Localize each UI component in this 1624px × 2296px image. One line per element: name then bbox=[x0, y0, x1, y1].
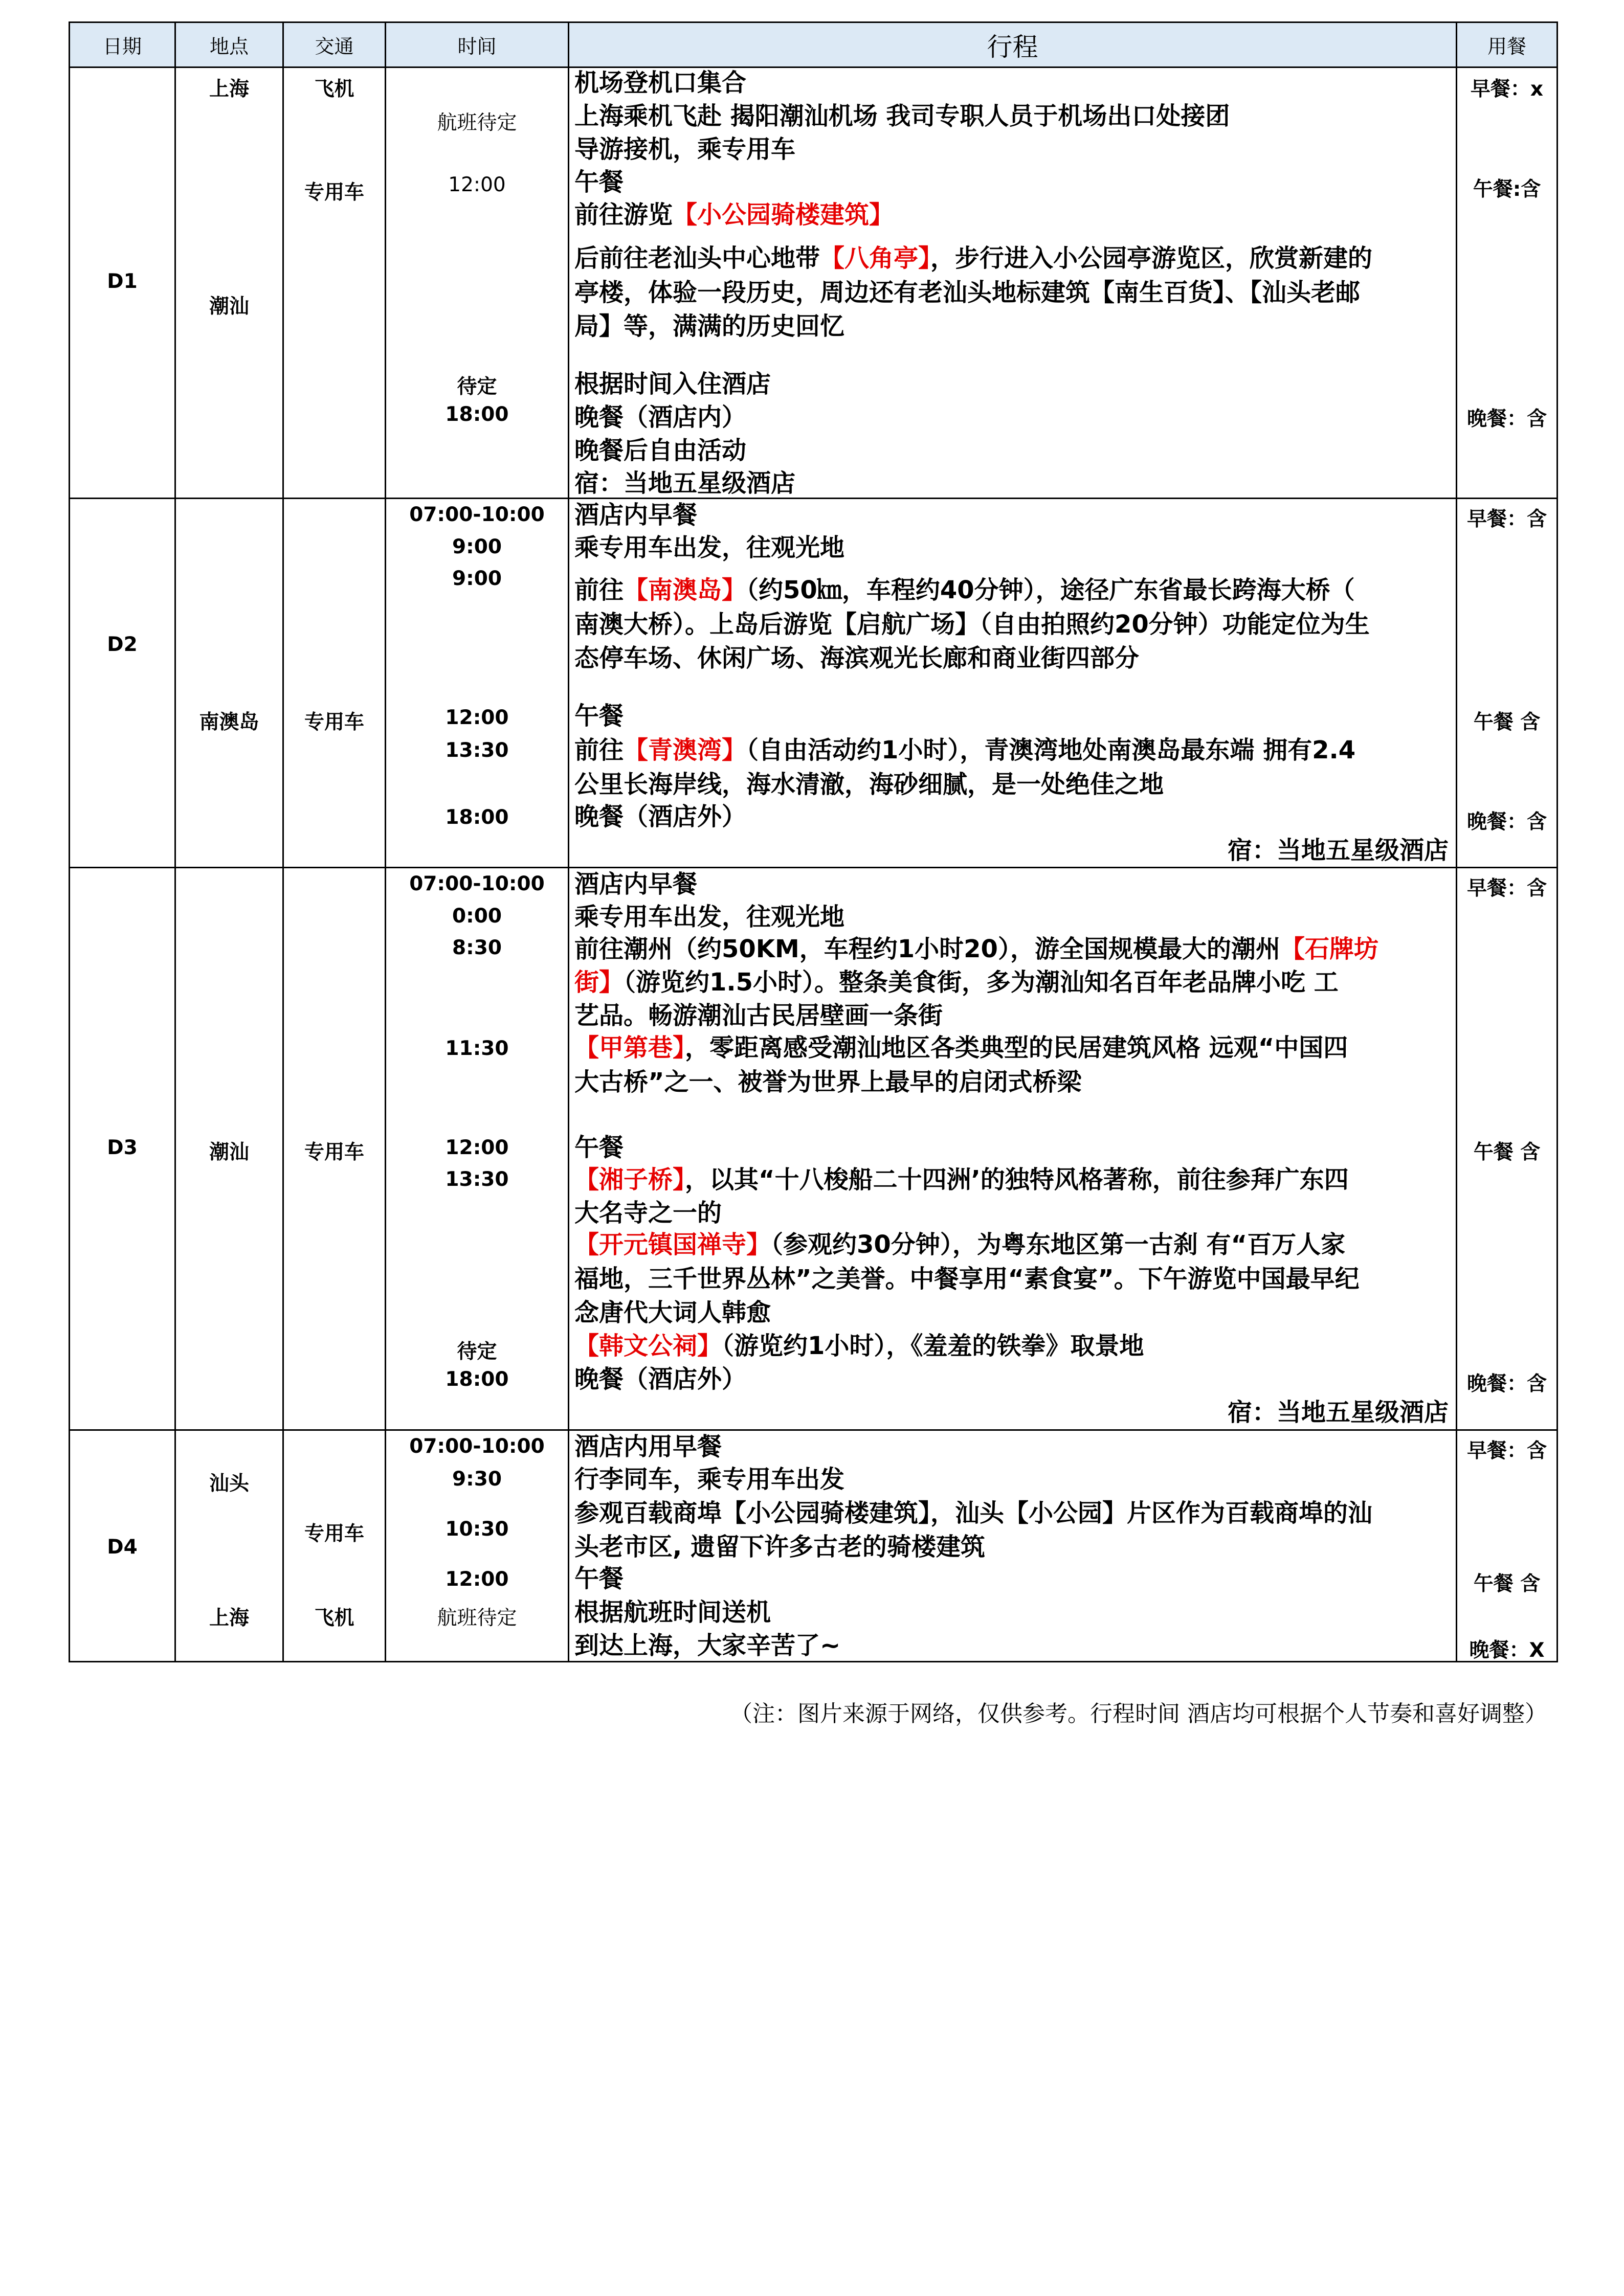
transport-label: 专用车 bbox=[304, 711, 364, 734]
time-label: 10:30 bbox=[445, 1518, 509, 1541]
attraction-highlight: 【甲第巷】 bbox=[574, 1033, 685, 1062]
transport-label: 专用车 bbox=[304, 1141, 364, 1164]
itinerary-cell bbox=[569, 868, 1457, 1430]
meal-breakfast: 早餐：含 bbox=[1466, 508, 1547, 531]
itinerary-line: 大名寺之一的 bbox=[574, 1199, 722, 1227]
meals-cell bbox=[1457, 1430, 1558, 1662]
attraction-highlight: 【青澳湾】 bbox=[624, 736, 747, 764]
time-label: 8:30 bbox=[452, 936, 502, 959]
itinerary-line: 根据时间入住酒店 bbox=[574, 370, 771, 398]
itinerary-line: 晚餐（酒店内） bbox=[574, 403, 747, 432]
time-label: 13:30 bbox=[445, 739, 509, 762]
line-text: 前往 bbox=[574, 576, 624, 604]
attraction-highlight: 【开元镇国禅寺】 bbox=[574, 1230, 771, 1259]
place-cell bbox=[175, 499, 283, 868]
itinerary-line bbox=[574, 241, 1453, 276]
time-label: 18:00 bbox=[445, 403, 509, 426]
time-label: 11:30 bbox=[445, 1037, 509, 1060]
attraction-highlight: 【八角亭】 bbox=[820, 244, 931, 273]
time-label: 12:00 bbox=[445, 706, 509, 729]
meals-cell bbox=[1457, 67, 1558, 499]
itinerary-line bbox=[574, 1329, 1453, 1363]
itinerary-line bbox=[574, 1228, 1453, 1262]
time-label: 12:00 bbox=[445, 1568, 509, 1591]
day-cell bbox=[70, 868, 175, 1430]
header-transport: 交通 bbox=[283, 22, 386, 67]
itinerary-line: 午餐 bbox=[574, 702, 624, 730]
itinerary-line bbox=[574, 1163, 1453, 1197]
itinerary-cell bbox=[569, 1430, 1457, 1662]
itinerary-line: 上海乘机飞赴 揭阳潮汕机场 我司专职人员于机场出口处接团 bbox=[574, 102, 1230, 130]
time-label: 07:00-10:00 bbox=[409, 1435, 545, 1458]
time-label: 12:00 bbox=[448, 173, 506, 196]
day-label: D2 bbox=[107, 633, 138, 656]
time-cell bbox=[386, 67, 569, 499]
itinerary-line bbox=[574, 573, 1453, 607]
meal-dinner: 晚餐：含 bbox=[1466, 1372, 1547, 1395]
attraction-highlight: 【韩文公祠】 bbox=[574, 1332, 722, 1360]
time-label: 18:00 bbox=[445, 1368, 509, 1391]
itinerary-cell bbox=[569, 499, 1457, 868]
time-label: 航班待定 bbox=[437, 111, 517, 134]
day-cell bbox=[70, 67, 175, 499]
place-cell bbox=[175, 67, 283, 499]
time-label: 07:00-10:00 bbox=[409, 503, 545, 526]
meal-lunch: 午餐 含 bbox=[1473, 711, 1541, 734]
time-cell bbox=[386, 499, 569, 868]
attraction-highlight: 【南澳岛】 bbox=[624, 576, 747, 604]
line-text: 前往潮州（约50KM，车程约1小时20），游全国规模最大的潮州 bbox=[574, 935, 1280, 963]
attraction-highlight: 【石牌坊 bbox=[1280, 935, 1378, 963]
footnote: （注：图片来源于网络，仅供参考。行程时间 酒店均可根据个人节奏和喜好调整） bbox=[730, 1701, 1547, 1727]
time-cell bbox=[386, 1430, 569, 1662]
time-label: 0:00 bbox=[452, 905, 502, 928]
transport-cell bbox=[283, 67, 386, 499]
place-label: 上海 bbox=[209, 1607, 249, 1630]
time-label: 待定 bbox=[457, 1340, 497, 1363]
place-label: 南澳岛 bbox=[199, 711, 259, 734]
transport-label: 专用车 bbox=[304, 181, 364, 204]
line-text: （自由活动约1小时），青澳湾地处南澳岛最东端 拥有2.4 bbox=[746, 736, 1356, 764]
place-label: 上海 bbox=[209, 78, 249, 101]
itinerary-line: 酒店内早餐 bbox=[574, 870, 698, 898]
time-label: 07:00-10:00 bbox=[409, 872, 545, 895]
meal-lunch: 午餐 含 bbox=[1473, 1141, 1541, 1164]
itinerary-cell bbox=[569, 67, 1457, 499]
time-cell bbox=[386, 868, 569, 1430]
meal-dinner: 晚餐：含 bbox=[1466, 811, 1547, 834]
itinerary-line: 午餐 bbox=[574, 1133, 624, 1162]
itinerary-line: 酒店内用早餐 bbox=[574, 1432, 722, 1461]
day-label: D3 bbox=[107, 1136, 138, 1159]
attraction-highlight: 街】 bbox=[574, 968, 624, 997]
time-label: 12:00 bbox=[445, 1136, 509, 1159]
time-label: 9:30 bbox=[452, 1468, 502, 1491]
time-label: 18:00 bbox=[445, 806, 509, 829]
place-cell bbox=[175, 1430, 283, 1662]
transport-cell bbox=[283, 1430, 386, 1662]
itinerary-line: 到达上海，大家辛苦了~ bbox=[574, 1631, 841, 1660]
meal-lunch: 午餐:含 bbox=[1473, 178, 1541, 201]
itinerary-line: 头老市区, 遗留下许多古老的骑楼建筑 bbox=[574, 1533, 985, 1561]
itinerary-line: 机场登机口集合 bbox=[574, 69, 747, 97]
itinerary-line: 根据航班时间送机 bbox=[574, 1598, 771, 1627]
header-itinerary: 行程 bbox=[569, 22, 1457, 67]
itinerary-line: 午餐 bbox=[574, 1564, 624, 1593]
itinerary-line: 态停车场、休闲广场、海滨观光长廊和商业街四部分 bbox=[574, 644, 1140, 672]
itinerary-line bbox=[574, 733, 1453, 768]
itinerary-line: 公里长海岸线，海水清澈，海砂细腻，是一处绝佳之地 bbox=[574, 770, 1164, 799]
transport-cell bbox=[283, 868, 386, 1430]
line-text: 前往游览 bbox=[574, 200, 673, 229]
transport-label: 飞机 bbox=[314, 78, 354, 101]
itinerary-line: 乘专用车出发，往观光地 bbox=[574, 903, 845, 931]
line-text: （参观约30分钟），为粤东地区第一古刹 有“百万人家 bbox=[771, 1230, 1346, 1259]
meals-cell bbox=[1457, 868, 1558, 1430]
itinerary-line: 午餐 bbox=[574, 168, 624, 196]
itinerary-line: 宿：当地五星级酒店 bbox=[1227, 836, 1449, 865]
itinerary-line: 亭楼，体验一段历史，周边还有老汕头地标建筑【南生百货】、【汕头老邮 bbox=[574, 278, 1361, 307]
meals-cell bbox=[1457, 499, 1558, 868]
itinerary-table bbox=[69, 21, 1558, 1662]
meal-lunch: 午餐 含 bbox=[1473, 1572, 1541, 1595]
place-label: 潮汕 bbox=[209, 295, 249, 318]
itinerary-line bbox=[574, 198, 1453, 232]
itinerary-line: 福地，三千世界丛林”之美誉。中餐享用“素食宴”。下午游览中国最早纪 bbox=[574, 1265, 1360, 1293]
itinerary-line: 乘专用车出发，往观光地 bbox=[574, 533, 845, 562]
itinerary-line: 晚餐（酒店外） bbox=[574, 802, 747, 831]
meal-dinner: 晚餐：含 bbox=[1466, 408, 1547, 431]
itinerary-line bbox=[574, 932, 1453, 966]
itinerary-line: 晚餐（酒店外） bbox=[574, 1365, 747, 1393]
line-text: 后前往老汕头中心地带 bbox=[574, 244, 820, 273]
header-place: 地点 bbox=[175, 22, 283, 67]
day-row-d3 bbox=[70, 868, 1558, 1430]
attraction-highlight: 【小公园骑楼建筑】 bbox=[673, 200, 894, 229]
itinerary-line: 晚餐后自由活动 bbox=[574, 436, 747, 465]
line-text: （游览约1.5小时）。整条美食街，多为潮汕知名百年老品牌小吃 工 bbox=[624, 968, 1339, 997]
header-time: 时间 bbox=[386, 22, 569, 67]
itinerary-line: 大古桥”之一、被誉为世界上最早的启闭式桥梁 bbox=[574, 1068, 1082, 1096]
place-label: 汕头 bbox=[209, 1472, 249, 1495]
itinerary-line: 艺品。畅游潮汕古民居壁画一条街 bbox=[574, 1001, 943, 1030]
itinerary-line bbox=[574, 1031, 1453, 1065]
itinerary-line: 参观百载商埠【小公园骑楼建筑】，汕头【小公园】片区作为百载商埠的汕 bbox=[574, 1499, 1373, 1527]
day-cell bbox=[70, 499, 175, 868]
itinerary-line: 局】等，满满的历史回忆 bbox=[574, 312, 845, 341]
time-label: 13:30 bbox=[445, 1168, 509, 1191]
header-date: 日期 bbox=[70, 22, 175, 67]
meal-dinner: 晚餐：X bbox=[1469, 1639, 1545, 1662]
transport-label: 专用车 bbox=[304, 1522, 364, 1545]
time-label: 待定 bbox=[457, 375, 497, 398]
time-label: 9:00 bbox=[452, 567, 502, 590]
attraction-highlight: 【湘子桥】 bbox=[574, 1165, 685, 1194]
place-label: 潮汕 bbox=[209, 1141, 249, 1164]
day-row-d2 bbox=[70, 499, 1558, 868]
itinerary-line: 宿：当地五星级酒店 bbox=[1227, 1398, 1449, 1427]
line-text: ，以其“十八梭船二十四洲’的独特风格著称，前往参拜广东四 bbox=[685, 1165, 1349, 1194]
line-text: （约50㎞，车程约40分钟），途径广东省最长跨海大桥（ bbox=[746, 576, 1355, 604]
day-row-d4 bbox=[70, 1430, 1558, 1662]
line-text: ，零距离感受潮汕地区各类典型的民居建筑风格 远观“中国四 bbox=[685, 1033, 1348, 1062]
meal-breakfast: 早餐：含 bbox=[1466, 877, 1547, 900]
time-label: 9:00 bbox=[452, 535, 502, 558]
itinerary-line: 宿：当地五星级酒店 bbox=[574, 469, 796, 498]
place-cell bbox=[175, 868, 283, 1430]
meal-breakfast: 早餐：含 bbox=[1466, 1439, 1547, 1462]
transport-cell bbox=[283, 499, 386, 868]
line-text: ，步行进入小公园亭游览区，欣赏新建的 bbox=[930, 244, 1373, 273]
day-label: D1 bbox=[107, 270, 138, 293]
itinerary-line: 行李同车，乘专用车出发 bbox=[574, 1465, 845, 1494]
time-label: 航班待定 bbox=[437, 1607, 517, 1630]
itinerary-line: 念唐代大词人韩愈 bbox=[574, 1298, 771, 1327]
itinerary-line: 酒店内早餐 bbox=[574, 501, 698, 529]
day-cell bbox=[70, 1430, 175, 1662]
header-row bbox=[70, 22, 1558, 67]
meal-breakfast: 早餐：x bbox=[1470, 78, 1544, 101]
day-label: D4 bbox=[107, 1536, 138, 1559]
line-text: 前往 bbox=[574, 736, 624, 764]
itinerary-line: 导游接机，乘专用车 bbox=[574, 135, 796, 164]
day-row-d1 bbox=[70, 67, 1558, 499]
itinerary-line: 南澳大桥）。上岛后游览【启航广场】（自由拍照约20分钟）功能定位为生 bbox=[574, 610, 1370, 639]
itinerary-line bbox=[574, 965, 1453, 1000]
header-meals: 用餐 bbox=[1457, 22, 1558, 67]
transport-label: 飞机 bbox=[314, 1607, 354, 1630]
line-text: （游览约1小时），《羞羞的铁拳》取景地 bbox=[722, 1332, 1144, 1360]
